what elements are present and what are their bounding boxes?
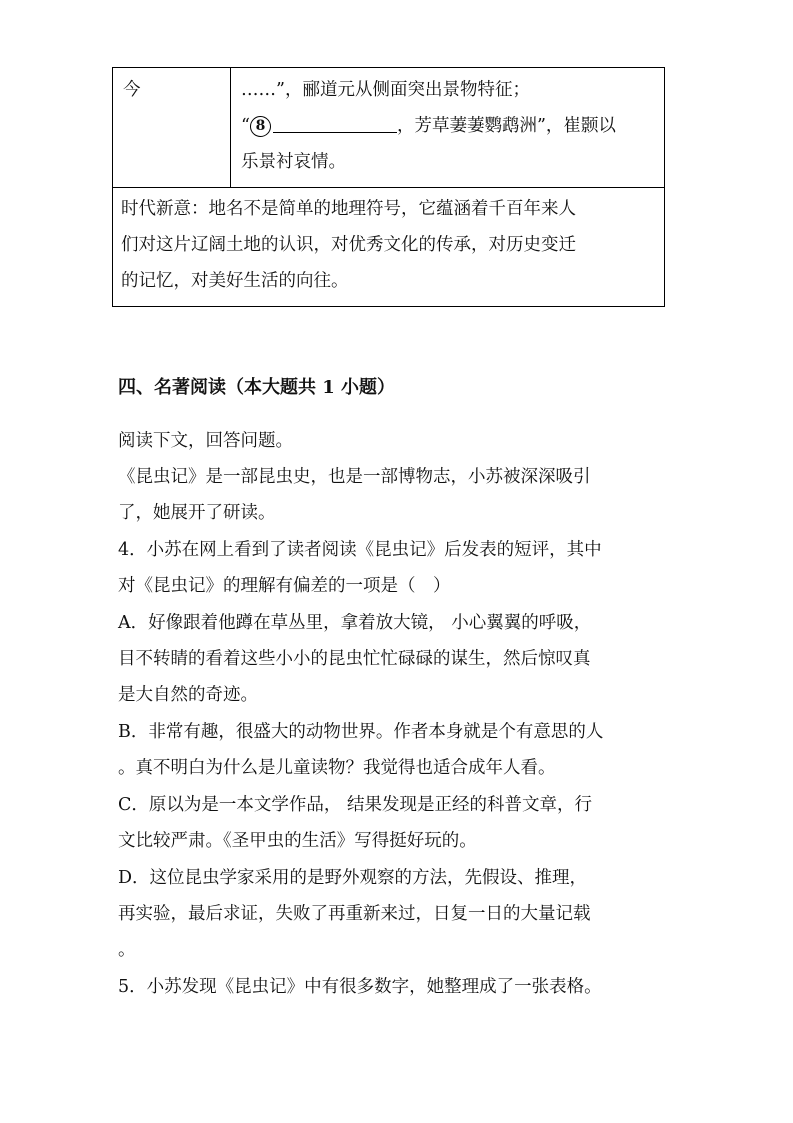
option-c: C．原以为是一本文学作品， 结果发现是正经的科普文章，行 [118,795,592,815]
text-line: 再实验，最后求证，失败了再重新来过，日复一日的大量记载 [118,904,591,924]
text-line: 。真不明白为什么是儿童读物？我觉得也适合成年人看。 [118,758,556,778]
question-4-stem: 4．小苏在网上看到了读者阅读《昆虫记》后发表的短评，其中 [118,540,602,560]
table-cell-line [241,108,616,144]
section-heading: 四、名著阅读（本大题共 1 小题） [118,377,396,398]
text-line: 目不转睛的看着这些小小的昆虫忙忙碌碌的谋生，然后惊叹真 [118,649,591,669]
question-5-stem: 5．小苏发现《昆虫记》中有很多数字，她整理成了一张表格。 [118,977,602,997]
text-line: 是大自然的奇迹。 [118,685,258,705]
text-line: 。 [118,940,136,960]
option-d: D．这位昆虫学家采用的是野外观察的方法，先假设、推理， [118,868,588,888]
open-quote: “ [241,116,250,136]
fill-in-blank[interactable] [273,112,397,133]
info-table [112,67,665,307]
text-line: 了，她展开了研读。 [118,503,276,523]
table-cell-line: 时代新意：地名不是简单的地理符号，它蕴涵着千百年来人 [121,199,576,219]
table-cell-line: ……”，郦道元从侧面突出景物特征； [241,80,530,100]
text-line: 《昆虫记》是一部昆虫史，也是一部博物志，小苏被深深吸引 [118,467,591,487]
line-continuation: ，芳草萋萋鹦鹉洲”，崔颢以 [396,116,616,136]
option-b: B．非常有趣，很盛大的动物世界。作者本身就是个有意思的人 [118,722,604,742]
option-a: A．好像跟着他蹲在草丛里，拿着放大镜， 小心翼翼的呼吸， [118,613,592,633]
table-cell-line: 乐景衬哀情。 [241,152,346,172]
text-line: 文比较严肃。《圣甲虫的生活》写得挺好玩的。 [118,831,477,851]
text-line: 阅读下文，回答问题。 [118,431,293,451]
row-label-jin: 今 [123,80,141,100]
text-line: 对《昆虫记》的理解有偏差的一项是（ ） [118,576,451,596]
table-cell-line: 的记忆，对美好生活的向往。 [121,271,349,291]
circled-number-8: 8 [250,116,271,137]
table-cell-line: 们对这片辽阔土地的认识，对优秀文化的传承，对历史变迁 [121,235,576,255]
